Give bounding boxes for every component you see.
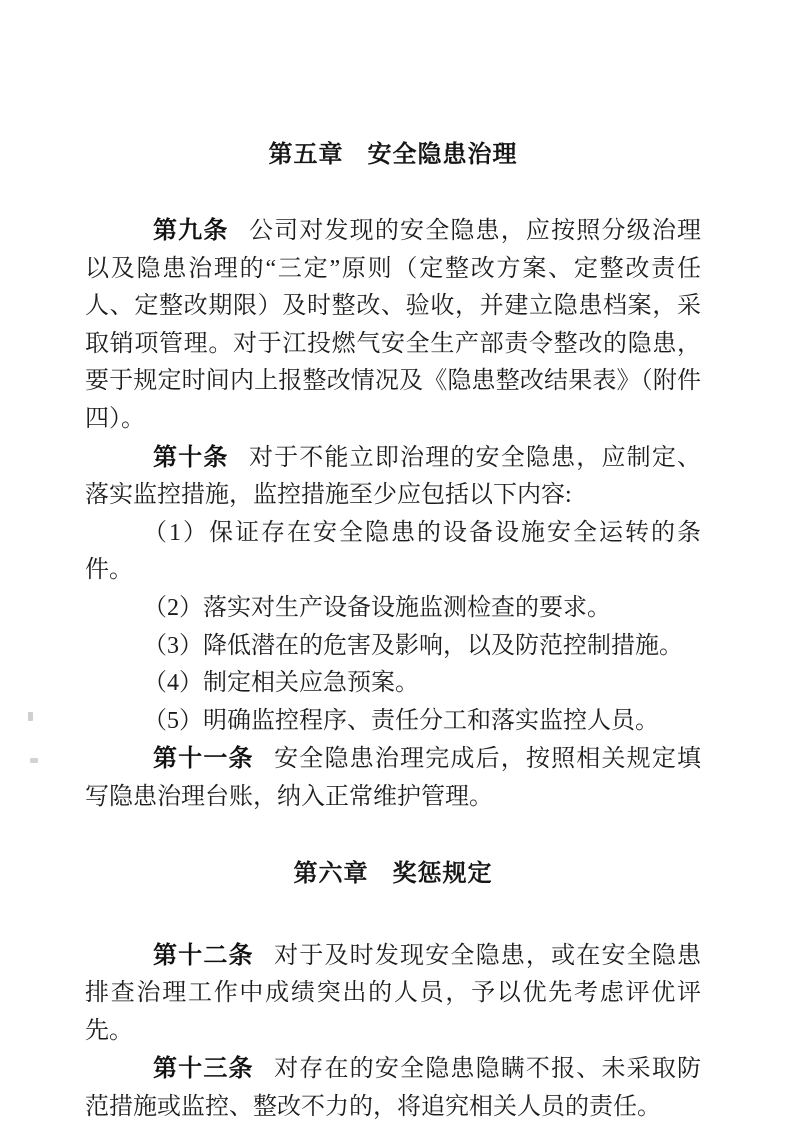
article-12-paragraph <box>85 937 701 1051</box>
article-12-label: 第十二条 <box>153 941 254 969</box>
list-item-5: （5）明确监控程序、责任分工和落实监控人员。 <box>143 707 659 734</box>
list-item-1: （1）保证存在安全隐患的设备设施安全运转的条件。 <box>85 519 701 584</box>
article-13-text: 对存在的安全隐患隐瞒不报、未采取防范措施或监控、整改不力的，将追究相关人员的责任。 <box>85 1056 702 1120</box>
chapter-6-number: 第六章 <box>293 859 369 887</box>
article-11-label: 第十一条 <box>153 745 254 773</box>
article-10-paragraph <box>85 439 701 515</box>
list-item-3: （3）降低潜在的危害及影响，以及防范控制措施。 <box>143 632 683 659</box>
article-13-label: 第十三条 <box>153 1055 254 1083</box>
article-9-paragraph <box>85 212 701 439</box>
article-11-paragraph <box>85 740 701 816</box>
scan-artifact <box>30 758 38 763</box>
article-9-label: 第九条 <box>153 217 229 244</box>
chapter-5-title: 安全隐患治理 <box>367 141 518 168</box>
chapter-5-heading <box>85 140 701 170</box>
article-13-paragraph <box>85 1050 701 1122</box>
list-item-2: （2）落实对生产设备设施监测检查的要求。 <box>143 594 611 621</box>
list-item-4: （4）制定相关应急预案。 <box>143 670 419 697</box>
chapter-6-title: 奖惩规定 <box>392 859 493 887</box>
chapter-5-number: 第五章 <box>268 141 344 168</box>
article-12-text: 对于及时发现安全隐患，或在安全隐患排查治理工作中成绩突出的人员，予以优先考虑评优评先。 <box>85 942 702 1044</box>
article-10-label: 第十条 <box>153 443 229 471</box>
article-10-text: 对于不能立即治理的安全隐患，应制定、落实监控措施，监控措施至少应包括以下内容: <box>85 444 702 509</box>
scan-artifact <box>28 712 33 721</box>
article-9-text: 公司对发现的安全隐患，应按照分级治理以及隐患治理的“三定”原则（定整改方案、定整改责任人、定整改期限）及时整改、验收，并建立隐患档案，采取销项管理。对于江投燃气安全生产部责令整改的隐患，要于规定时间内上报整改情况及《隐患整改结果表》（附件四）。 <box>85 218 702 432</box>
chapter-6-heading <box>85 859 701 889</box>
article-11-text: 安全隐患治理完成后，按照相关规定填写隐患治理台账，纳入正常维护管理。 <box>85 746 702 810</box>
page-content <box>85 140 701 1122</box>
